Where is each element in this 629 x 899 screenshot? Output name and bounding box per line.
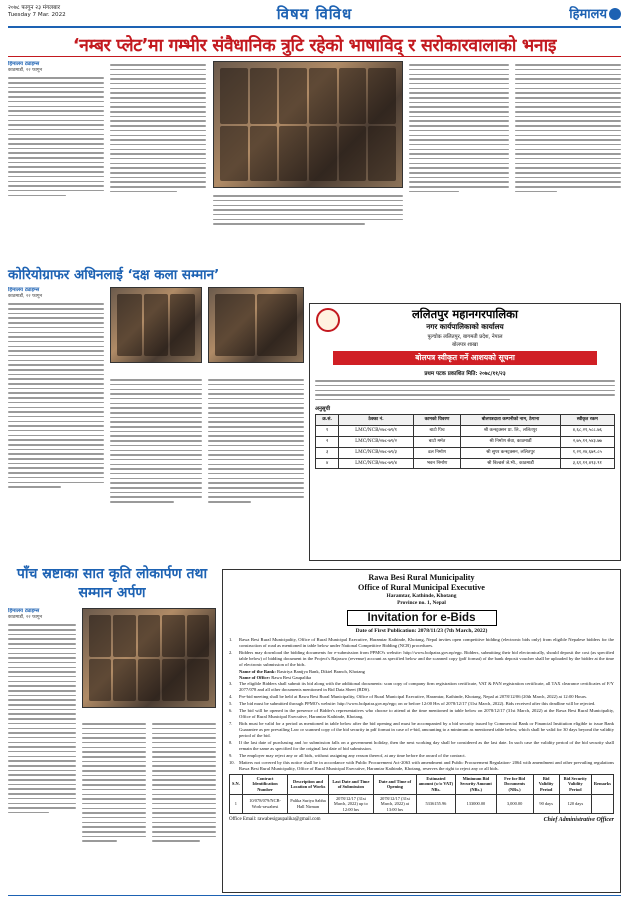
notice2-items: [229, 637, 614, 668]
table-header: Remarks: [591, 774, 613, 794]
logo-badge-icon: [609, 8, 621, 20]
table-header: क्र.सं.: [316, 415, 339, 426]
table-header: Date and Time of Opening: [374, 774, 417, 794]
table-header: S.N.: [230, 774, 243, 794]
table-header: Estimated amount (w/o VAT) NRs.: [416, 774, 455, 794]
story2-column-1: हिमालय ट्याइम्स काठमाडौं, २२ फागुन: [8, 287, 104, 557]
section-title: विषय विविध: [276, 5, 353, 23]
lalitpur-tender-notice: [309, 303, 621, 561]
list-item: 4. Pre-bid meeting shall be held at Rawa Besi Rural Municipality, Office of Rural Municipal Executive, Haramtar, Kathinde, Khotang, Nepal at 2078/12/06 (20th March, 2022) at 12:00 Hours.: [229, 693, 588, 699]
notice2-bank-info: Name of the Bank: Rastriya Banijya Bank, Diktel Branch, Khotang Name of Office: Rawa Besi Gaupalika: [239, 668, 365, 680]
main-story-column-1: [8, 61, 104, 246]
list-item: 7. Bids must be valid for a period as mentioned in table below after the bid opening and must be accompanied by a bid security issued by Commercial Bank or Financial Institution eligible to issue Bank Guarantee as per prevailing Law or scanned copy of the bid security in pdf format in case of e-bid, amounting to a minimum as mentioned table below, which shall be valid for 30 days beyond the validity period of the bid.: [229, 720, 614, 738]
notice1-subaddress: बोलपत्र शाखा: [452, 342, 478, 348]
main-story-column-2: [110, 61, 206, 246]
notice1-banner: बोलपत्र स्वीकृत गर्ने आशयको सूचना: [333, 351, 597, 365]
story3-column-3: [152, 720, 216, 892]
table-header: Bid Security Validity Period: [559, 774, 591, 794]
notice2-footer: [229, 817, 614, 823]
story2-headline: कोरियोग्राफर अधिनलाई ‘दक्ष कला सम्मान’: [8, 267, 220, 283]
main-story-column-3: [213, 192, 403, 246]
list-item: 5. The bid must be submitted through PPMO's website: http://www.bolpatra.gov.np/egp; on or before 12:00 Hrs of 2078/12/17 (31st March, 2022). Bids received after this deadline will be rejected.: [229, 700, 596, 706]
notice2-province: Province no. 1, Nepal: [397, 600, 446, 606]
table-header: Bid Validity Period: [533, 774, 559, 794]
footer-rule: [8, 895, 621, 896]
list-item: 3. The eligible Bidders shall submit its bid along with the additional documents: scan copy of company firm registration certificate, VAT & PAN registration certificate, all TAX clearance certificates of F/Y 2077/078 and all other documents mentioned in Bid Data Sheet (BDS).: [229, 680, 614, 692]
table-header: Last Date and Time of Submission: [328, 774, 373, 794]
table-row: १ LMC/NCB/०७८-७९/१ बाटो पिच श्री कन्स्ट्रक्सन प्रा. लि., ललितपुर ४,६८,२१,५८८.७६: [316, 426, 615, 437]
notice2-banner: Invitation for e-Bids: [347, 610, 497, 626]
story3-column-1: हिमालय ट्याइम्स काठमाडौं, २२ फागुन: [8, 608, 76, 892]
story3-photo: [82, 608, 216, 708]
main-story-column-4: [409, 61, 509, 246]
main-headline: ‘नम्बर प्लेट’मा गम्भीर संवैधानिक त्रुटि रहेको भाषाविद् र सरोकारवालाको भनाइ: [72, 36, 557, 56]
list-item: 10. Matters not covered by this notice shall be in accordance with Public Procurement Act-2063 with amendment and Public Procurement Regulation- 2064 with amendment and other prevailing regulations Rawa Besi Rural Municipality, Office of Rural Municipal Executive, Haramtar Kathinde, Khotang, reserves the right to reject any or all bids.: [229, 759, 614, 771]
header-rule: [8, 26, 621, 28]
table-header: बोलपत्रदाता कम्पनीको नाम, ठेगाना: [461, 415, 560, 426]
main-byline: हिमालय ट्याइम्स: [8, 61, 40, 67]
story3-column-2: [82, 720, 146, 892]
municipal-emblem-icon: [316, 308, 340, 332]
notice2-table: [229, 774, 614, 815]
notice2-first-publication: Date of First Publication: 2078/11/23 (7th March, 2022): [355, 628, 488, 634]
story2-photo-2: [208, 287, 304, 363]
body-text: [8, 77, 104, 196]
notice1-body: [315, 380, 615, 400]
table-header: Fee for Bid Documents (NRs.): [496, 774, 533, 794]
story2-column-3: [208, 376, 304, 557]
main-story-photo: [213, 61, 403, 188]
table-row: 1 10/078/079/NCB-Work-rawabesi Palika Suriya Sabha Hall Nirman 2078/12/17 (31st March, 2022) up to 12:00 hrs 2078/12/17 (31st March, 2022) at 13:00 hrs 5336155.96 133000.00 3,000.00 90 days 120 days: [230, 794, 614, 814]
table-header: कामको विवरण: [413, 415, 460, 426]
table-row: २ LMC/NCB/०७८-७९/२ बाटो मर्मत श्री निर्माण सेवा, काठमाडौं २,७५,१२,५४३.७७: [316, 437, 615, 448]
list-item: 8. If the last date of purchasing and /or submission falls on a government holiday, then the next working day shall be considered as the last date. In such case the validity period of the bid security shall remain the same as specified for the original last date of bid submission.: [229, 739, 614, 751]
notice1-title: ललितपुर महानगरपालिका: [412, 307, 518, 321]
main-story-column-5: [515, 61, 621, 246]
table-header: Minimum Bid Security Amount (NRs.): [456, 774, 496, 794]
notice1-schedule-label: अनुसूची: [315, 406, 330, 413]
office-email: Office Email: rawabesigaupalika@gmail.com: [229, 817, 321, 823]
notice2-org-name: Rawa Besi Rural Municipality: [368, 573, 475, 582]
list-item: 2. Bidders may download the bidding documents for e-submission from PPMO's website: http://www.bolpatra.gov.np/egp. Bidders, submitting their bid electronically, should deposit the cost (as specified table below) of bidding document in the Project's Rajaswo (revenue) account as specified below and the scanned copy (pdf format) of the bank deposit voucher shall be uploaded by the bidder at the time of electronic submission of the bids.: [229, 650, 614, 667]
notice2-address: Haramtar, Kathinde, Khotang: [386, 593, 457, 599]
notice2-items-continued: [229, 681, 614, 772]
rawa-besi-ebid-notice: [222, 569, 621, 893]
list-item: 9. The employer may reject any or all bids, without assigning any reason thereof, at any time before the award of the contract.: [229, 752, 466, 758]
table-row: ३ LMC/NCB/०७८-७९/३ ढल निर्माण श्री सुपर कन्स्ट्रक्सन, ललितपुर १,२१,२४,६७९.८५: [316, 447, 615, 458]
notice1-address: पुल्चोक ललितपुर, बागमती प्रदेश, नेपाल: [427, 334, 503, 340]
table-header: Description and Location of Works: [288, 774, 328, 794]
newspaper-logo: हिमालय: [569, 4, 621, 22]
list-item: 1. Rawa Besi Rural Municipality, Office of Rural Municipal Executive, Haramtar Kathinde, Khotang, Nepal invites open competitive bidding (electronic bids only) from eligible Nepalese bidders for the construction of road as mentioned in table below under National Competitive Bidding (NCB) procedures.: [229, 637, 614, 648]
notice1-subtitle: नगर कार्यपालिकाको कार्यालय: [426, 322, 504, 331]
story2-photo-1: [110, 287, 202, 363]
table-header: ठेक्का नं.: [339, 415, 414, 426]
table-header: Contract Identification Number: [242, 774, 287, 794]
issue-date: २०७८ फागुन २३ मंगलबार Tuesday 7 Mar. 2022: [8, 5, 66, 18]
table-header: स्वीकृत रकम: [560, 415, 614, 426]
notice1-table: [315, 414, 615, 469]
main-dateline: काठमाडौं, २२ फागुन: [8, 68, 42, 73]
headline-rule: [8, 56, 621, 57]
notice2-office: Office of Rural Municipal Executive: [358, 583, 485, 592]
table-row: ४ LMC/NCB/०७८-७९/४ भवन निर्माण श्री बिल्डर्स जे.भी., काठमाडौं ३,६१,१२,४९३.९१: [316, 458, 615, 469]
story3-headline: पाँच स्रष्टाका सात कृति लोकार्पण तथा सम्मान अर्पण: [16, 566, 208, 601]
notice1-first-publication: प्रथम पटक प्रकाशित मिति: २०७८/११/२३: [424, 371, 506, 377]
list-item: 6. The bid will be opened in the presence of Bidder's representatives who choose to attend at the time mentioned in table below on 2078/12/17 (31st March, 2022) at the Rawa Besi Rural Municipality, Office of Rural Municipal Executive, Haramtar Kathinde, Khotang.: [229, 707, 614, 719]
signatory: Chief Administrative Officer: [543, 817, 614, 824]
story2-column-2: [110, 376, 202, 557]
